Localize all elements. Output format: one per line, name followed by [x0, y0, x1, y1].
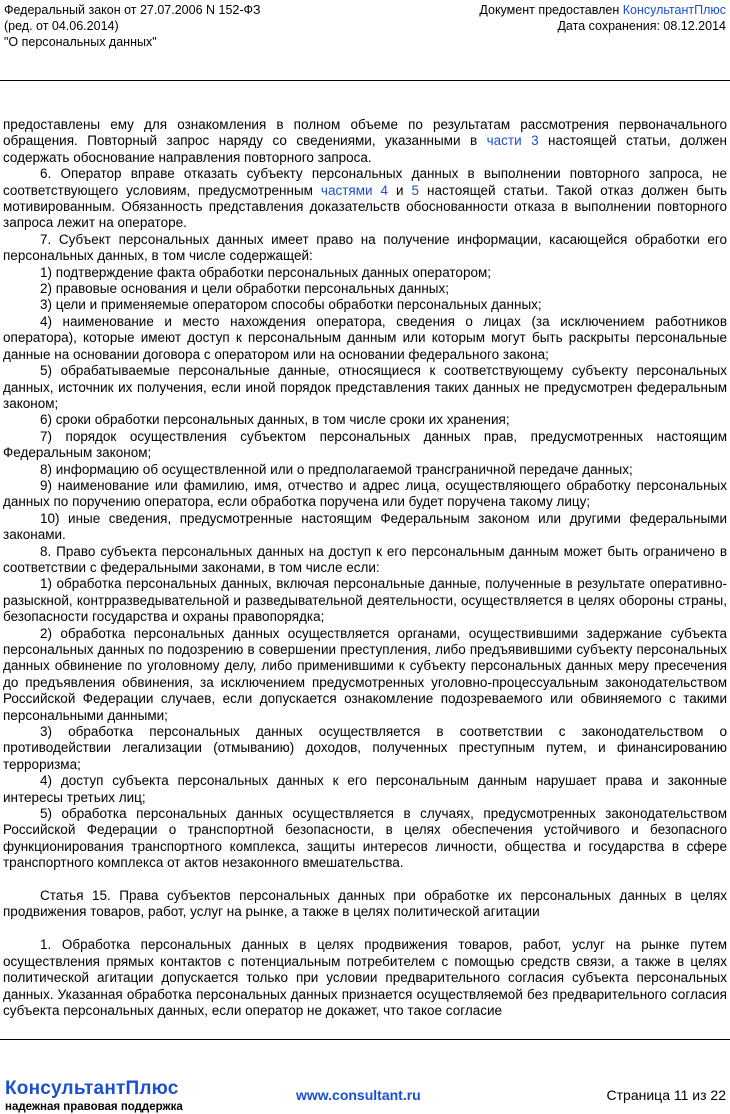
- list-item: 3) цели и применяемые оператором способы обработки персональных данных;: [40, 297, 542, 313]
- law-revision: (ред. от 04.06.2014): [4, 19, 119, 33]
- page-number: Страница 11 из 22: [606, 1087, 726, 1103]
- consultant-logo: [5, 1078, 183, 1114]
- list-item: 4) доступ субъекта персональных данных к его персональным данным нарушает права и законные интересы третьих лиц;: [3, 773, 727, 805]
- header-divider: [0, 80, 730, 81]
- list-item: 7) порядок осуществления субъектом персональных данных прав, предусмотренных настоящим Федеральным законом;: [3, 428, 727, 461]
- law-name: "О персональных данных": [4, 35, 157, 49]
- law-title: Федеральный закон от 27.07.2006 N 152-ФЗ: [4, 3, 261, 17]
- list-item: 1) обработка персональных данных, включая персональные данные, полученные в результате оперативно-разыскной, контрразведывательной и разведывательной деятельности, осуществляется в целях обороны страны, безопасности государства и охраны правопорядка;: [3, 576, 727, 625]
- list-item: 6) сроки обработки персональных данных, в том числе сроки их хранения;: [40, 412, 510, 428]
- paragraph: 8. Право субъекта персональных данных на доступ к его персональным данным может быть ограничено в соответствии с федеральными законами, в том числе если:: [3, 543, 727, 575]
- list-item: 5) обрабатываемые персональные данные, относящиеся к соответствующему субъекту персональных данных, источник их получения, если иной порядок представления таких данных не предусмотрен федеральным законом;: [3, 363, 727, 411]
- ref-link-part-3[interactable]: части 3: [486, 133, 539, 149]
- list-item: 5) обработка персональных данных осуществляется в случаях, предусмотренных законодательством Российской Федерации о транспортной безопасности, в целях обеспечения устойчивого и безопасного функционирования транспортного комплекса, защиты интересов личности, общества и государства в сфере транспортного комплекса от актов незаконного вмешательства.: [3, 806, 727, 871]
- document-header-left: [4, 2, 261, 50]
- website-link[interactable]: www.consultant.ru: [296, 1087, 421, 1103]
- list-item: 3) обработка персональных данных осуществляется в соответствии с законодательством о противодействии легализации (отмыванию) доходов, полученных преступным путем, и финансированию терроризма;: [3, 724, 727, 772]
- logo-name: КонсультантПлюс: [5, 1078, 179, 1099]
- paragraph: 6. Оператор вправе отказать субъекту персональных данных в выполнении повторного запроса, не соответствующего условиям, предусмотренным частями 4 и 5 настоящей статьи. Такой отказ должен быть мотивированным. Обязанность представления доказательств обоснованности отказа в выполнении повторного запроса лежит на операторе.: [3, 166, 727, 231]
- logo-tagline: надежная правовая поддержка: [5, 1101, 183, 1113]
- provider-brand-link[interactable]: КонсультантПлюс: [622, 3, 726, 17]
- list-item: 2) правовые основания и цели обработки персональных данных;: [40, 281, 450, 297]
- list-item: 8) информацию об осуществленной или о предполагаемой трансграничной передаче данных;: [40, 461, 633, 477]
- document-header-right: [479, 3, 726, 34]
- list-item: 1) подтверждение факта обработки персональных данных оператором;: [40, 264, 491, 280]
- list-item: 10) иные сведения, предусмотренные настоящим Федеральным законом или другими федеральными законами.: [3, 510, 727, 543]
- document-body: [3, 117, 727, 1019]
- list-item: 9) наименование или фамилию, имя, отчество и адрес лица, осуществляющего обработку персональных данных по поручению оператора, если обработка поручена или будет поручена такому лицу;: [3, 477, 727, 510]
- paragraph: 1. Обработка персональных данных в целях продвижения товаров, работ, услуг на рынке путем осуществления прямых контактов с потенциальным потребителем с помощью средств связи, а также в целях политической агитации допускается только при условии предварительного согласия субъекта персональных данных. Указанная обработка персональных данных признается осуществляемой без предварительного согласия субъекта персональных данных, если оператор не докажет, что такое согласие: [3, 937, 727, 1018]
- provided-by-label: Документ предоставлен: [479, 3, 623, 17]
- provided-by: [479, 3, 726, 19]
- ref-link-parts-4[interactable]: частями 4: [320, 182, 389, 198]
- save-date: Дата сохранения: 08.12.2014: [557, 18, 726, 33]
- list-item: 4) наименование и место нахождения оператора, сведения о лицах (за исключением работников оператора), которые имеют доступ к персональным данным или которым могут быть раскрыты персональные данные на основании договора с оператором или на основании федерального закона;: [3, 313, 727, 362]
- article-title: Статья 15. Права субъектов персональных данных при обработке их персональных данных в целях продвижения товаров, работ, услуг на рынке, а также в целях политической агитации: [3, 888, 727, 920]
- list-item: 2) обработка персональных данных осуществляется органами, осуществившими задержание субъекта персональных данных по подозрению в совершении преступления, либо предъявившими субъекту персональных данных обвинение по уголовному делу, либо применившими к субъекту персональных данных меру пресечения до предъявления обвинения, за исключением предусмотренных уголовно-процессуальным законодательством Российской Федерации случаев, если допускается ознакомление подозреваемого или обвиняемого с такими персональными данными;: [3, 625, 727, 723]
- paragraph: 7. Субъект персональных данных имеет право на получение информации, касающейся обработки его персональных данных, в том числе содержащей:: [3, 231, 727, 264]
- footer-divider: [0, 1039, 730, 1040]
- ref-link-part-5[interactable]: 5: [411, 182, 420, 198]
- paragraph: предоставлены ему для ознакомления в полном объеме по результатам рассмотрения первоначального обращения. Повторный запрос наряду со сведениями, указанными в части 3 настоящей статьи, должен содержать обоснование направления повторного запроса.: [3, 117, 728, 165]
